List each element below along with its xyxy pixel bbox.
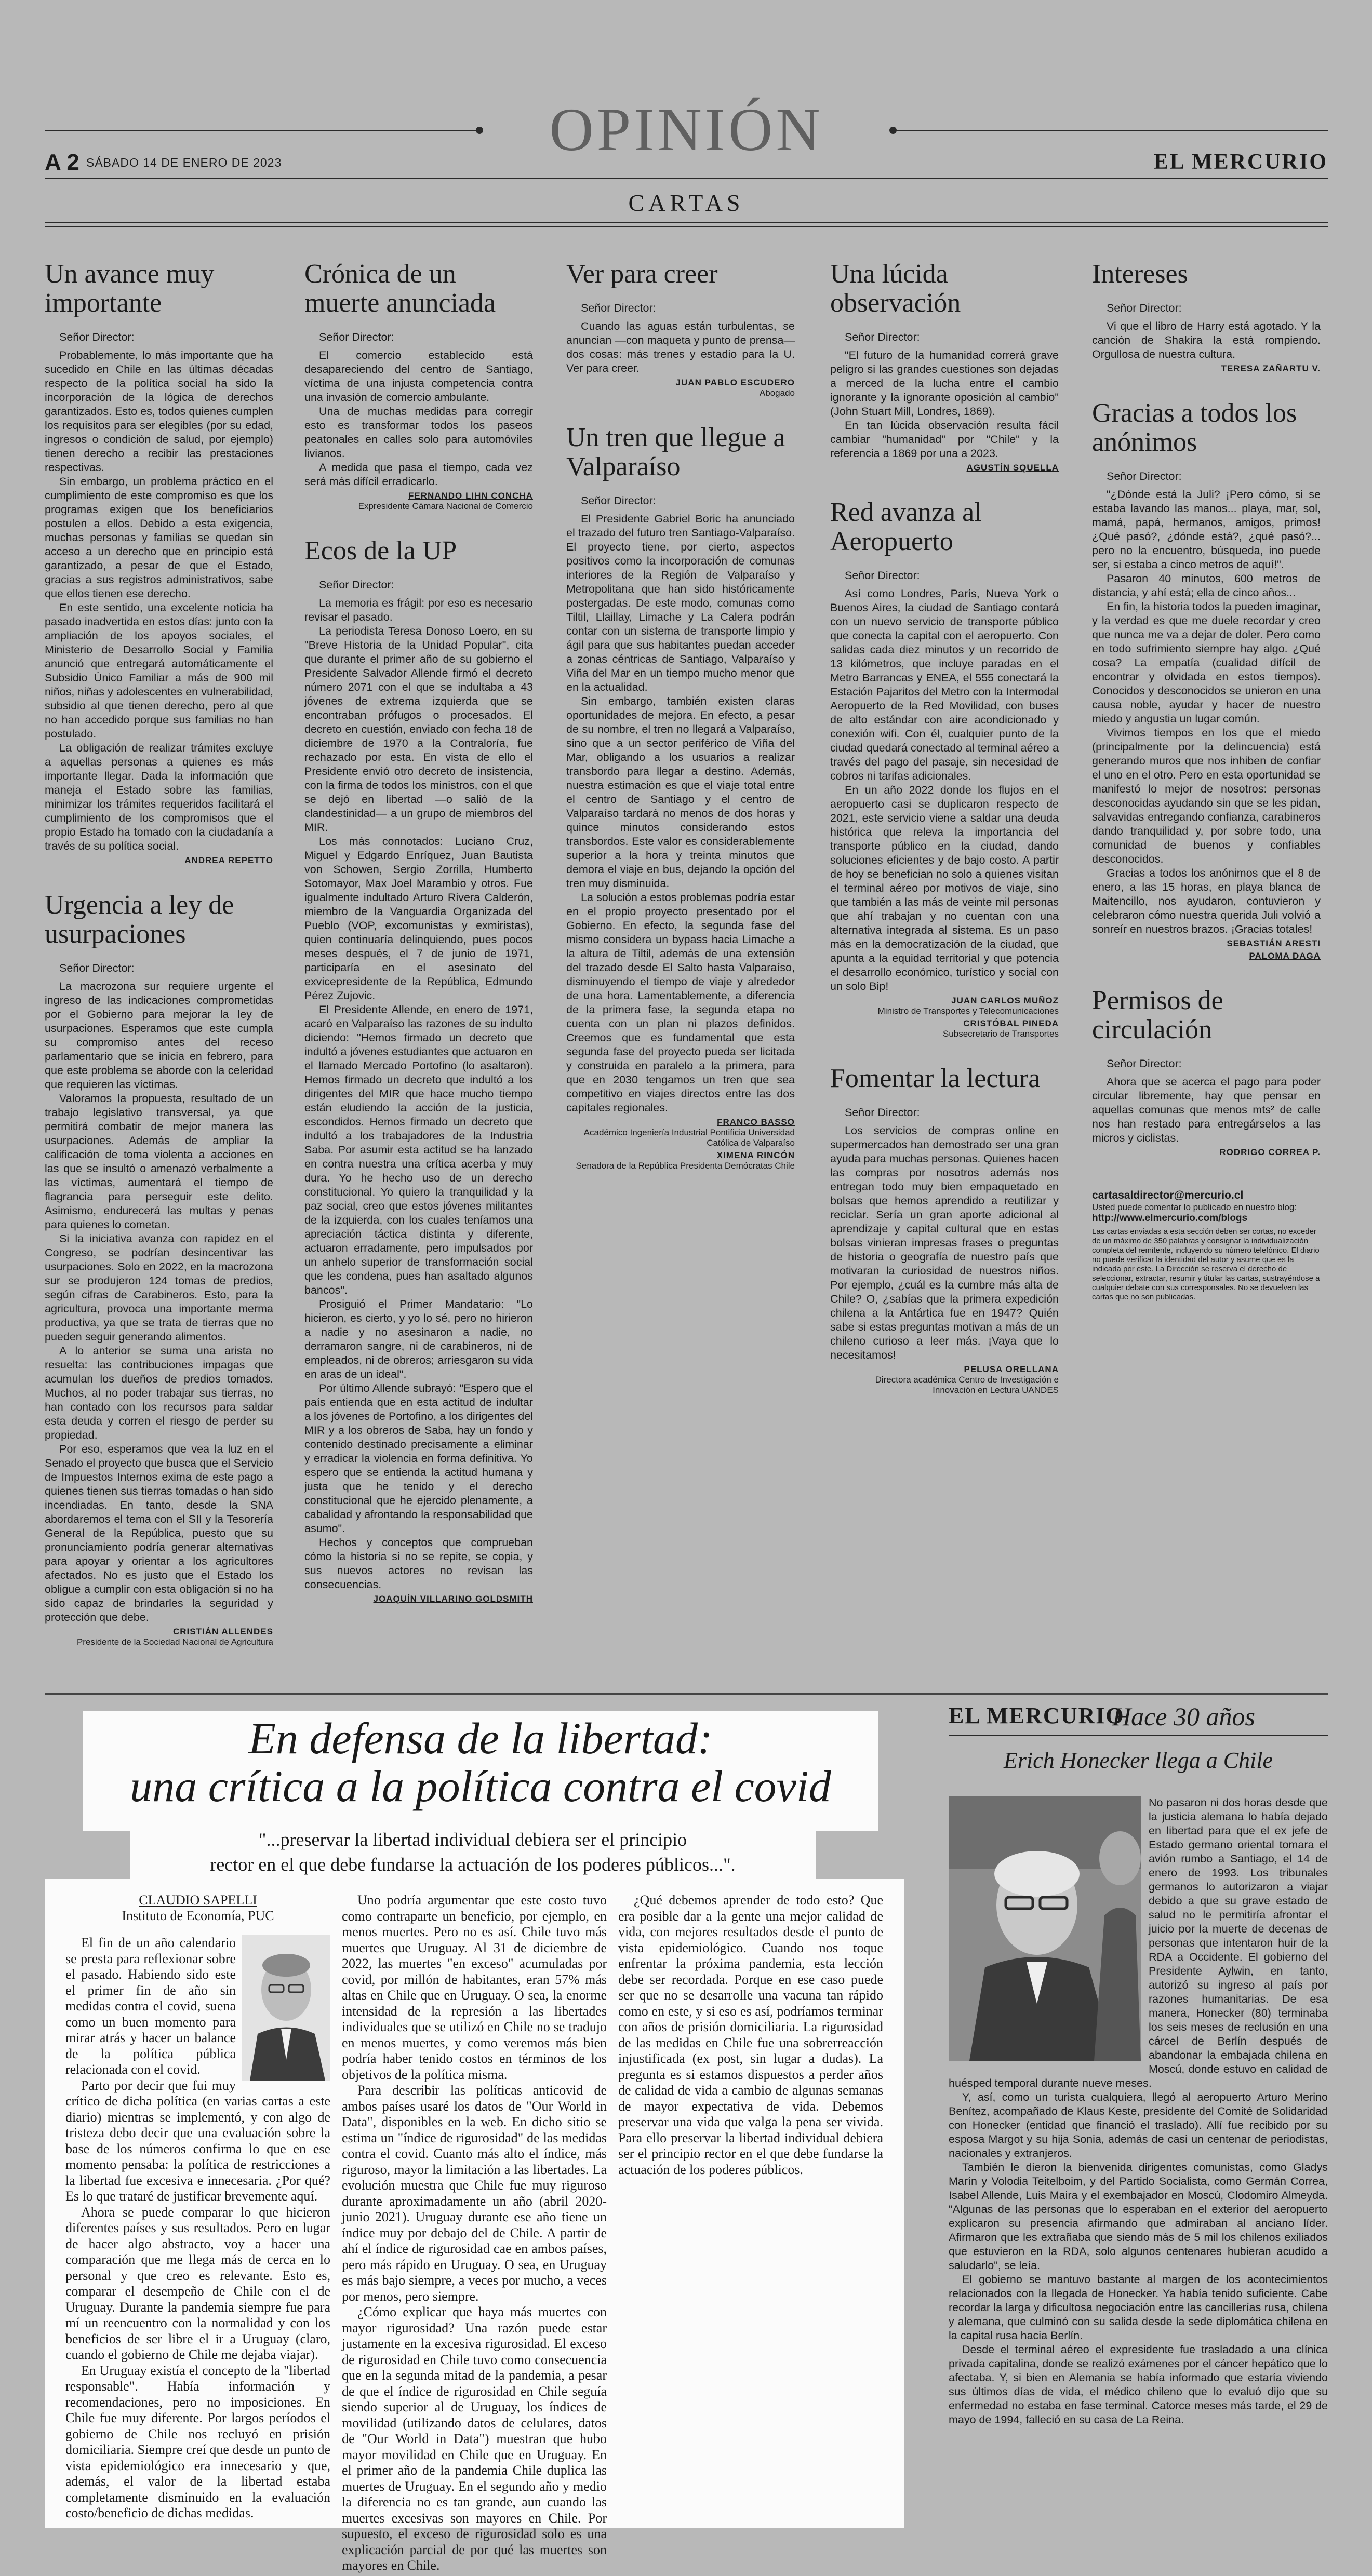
signer-name: XIMENA RINCÓN <box>716 1150 795 1160</box>
byline <box>65 1893 330 1924</box>
contact-box <box>1092 1183 1321 1302</box>
letter-paragraph: Probablemente, lo más importante que ha sucedido en Chile en las últimas décadas respecto de la política social ha sido la incorporación de la lógica de derechos garantizados. Esto es, todos quienes cumplen los requisitos para ser elegibles (por su edad, ingresos o condición de salud, por ejemplo) tienen derecho a recibir las prestaciones respectivas. <box>45 349 273 474</box>
signer-role: Expresidente Cámara Nacional de Comercio <box>358 501 533 511</box>
letter-paragraph: Cuando las aguas están turbulentas, se anuncian —con maqueta y punto de prensa— dos cosas: más trenes y estadio para la U. Ver para creer. <box>566 320 795 374</box>
letter-paragraph: El comercio establecido está desapareciendo del centro de Santiago, víctima de una injusta competencia contra una invasión de comercio ambulante. <box>304 349 533 404</box>
feature-paragraph: Para describir las políticas anticovid de ambos países usaré los datos de "Our World in Data", disponibles en la web. En dicho sitio se estima un "índice de rigurosidad" de las medidas contra el covid. Cuanto más alto el índice, más riguroso, mayor la limitación a las libertades. La evolución muestra que Chile fue muy riguroso durante aproximadamente un año (abril 2020-junio 2021). Uruguay durante ese año tiene un índice muy por debajo del de Chile. A partir de ahí el índice de rigurosidad cae en ambos países, pero más rápido en Uruguay. O sea, en Uruguay es más bajo siempre, a veces por mucho, a veces por menos, pero siempre. <box>342 2083 607 2304</box>
letter-title: Ver para creer <box>566 259 718 289</box>
letter <box>830 1064 1059 1396</box>
letter-paragraph: Sin embargo, también existen claras oportunidades de mejora. En efecto, a pesar de su nombre, el tren no llegará a Valparaíso, sino que a un sector periférico de Viña del Mar, obligando a los usuarios a realizar transbordo para llegar a destino. Además, nuestra estimación es que el viaje total entre el centro de Santiago y el centro de Valparaíso tardará no menos de dos horas y quince minutos considerando estos transbordos. Este valor es considerablemente superior a la hora y treinta minutos que demora el viaje en bus, dejando la opción del tren muy disminuida. <box>566 695 795 890</box>
letter <box>304 260 533 512</box>
letter-signature <box>1092 951 1321 961</box>
letter-paragraph: A lo anterior se suma una arista no resuelta: las contribuciones impagas que acumulan los dueños de predios tomados. Muchos, al no poder trabajar sus tierras, no han contado con los recursos para saldar esta deuda y corren el riesgo de perder su propiedad. <box>45 1345 273 1441</box>
letter-salutation: Señor Director: <box>845 331 920 343</box>
letter-title: Gracias a todos los anónimos <box>1092 398 1297 457</box>
signer-name: PELUSA ORELLANA <box>964 1364 1059 1374</box>
letter-paragraph: "El futuro de la humanidad correrá grave peligro si las grandes cuestiones son dejadas a merced de la lucha entre el cambio ignorante y la ignorante oposición al cambio" (John Stuart Mill, Londres, 1869). <box>830 349 1059 418</box>
newspaper-brand: EL MERCURIO <box>1153 150 1328 174</box>
signer-name: AGUSTÍN SQUELLA <box>966 463 1059 473</box>
letter-salutation: Señor Director: <box>581 494 656 507</box>
masthead-divider <box>45 222 1328 223</box>
section-title: OPINIÓN <box>549 96 823 164</box>
letter <box>1092 260 1321 374</box>
signer-name: TERESA ZAÑARTU V. <box>1221 364 1321 373</box>
hace30-text <box>949 1796 1328 2427</box>
letter-signature <box>45 855 273 866</box>
hace30-header <box>949 1698 1328 1736</box>
letter-signature <box>566 378 795 398</box>
letter-paragraph: Vi que el libro de Harry está agotado. Y la canción de Shakira la está rompiendo. Orgullosa de nuestra cultura. <box>1092 320 1321 360</box>
signer-name: JUAN CARLOS MUÑOZ <box>951 996 1059 1005</box>
letter-signature <box>1092 364 1321 374</box>
feature-paragraph: El fin de un año calendario se presta para reflexionar sobre el pasado. Habiendo sido este el primer fin de año sin medidas contra el covid, suena como un buen momento para mirar atrás y hacer un balance de la política pública relacionada con el covid. <box>65 1935 236 2077</box>
hace30-tag: Hace 30 años <box>1112 1702 1255 1731</box>
pull-quote-line-1: "...preservar la libertad individual debiera ser el principio <box>258 1829 687 1850</box>
feature-paragraph: Ahora se puede comparar lo que hicieron diferentes países y sus resultados. Pero en lugar de hacer algo abstracto, voy a hacer una comparación que me llega más de cerca en lo personal y que creo es relevante. Esto es, comparar el desempeño de Chile con el de Uruguay. Durante la pandemia siempre fue para mí un reencuentro con la normalidad y con los beneficios de ser libre el ir a Uruguay (claro, cuando el gobierno de Chile me dejaba viajar). <box>65 2204 330 2362</box>
letter <box>1092 986 1321 1158</box>
feature-paragraph: En Uruguay existía el concepto de la "libertad responsable". Había información y recomendaciones, pero no imposiciones. En Chile fue muy diferente. Por largos períodos el gobierno de Chile nos recluyó en prisión domiciliaria. Siempre creí que desde un punto de vista epidemiológico era innecesario y que, además, el valor de la libertad estaba completamente disminuido en la evaluación costo/beneficio de dichas medidas. <box>65 2363 330 2520</box>
letter-paragraph: Por último Allende subrayó: "Espero que el país entienda que en esta actitud de indultar a los jóvenes de Portofino, a los dirigentes del MIR y a los obreros de Saba, hay un fondo y contenido destinado precisamente a eliminar y erradicar la violencia en forma definitiva. Yo espero que se entienda la actitud humana y justa que he tenido y el derecho constitucional que he ejercido plenamente, a cabalidad y afrontando la responsabilidad que asumo". <box>304 1382 533 1535</box>
letter-signature <box>830 996 1059 1016</box>
letter-paragraph: En tan lúcida observación resulta fácil cambiar "humanidad" por "Chile" y la referencia a 1869 por una a 2023. <box>830 419 1059 460</box>
letter-salutation: Señor Director: <box>59 331 135 343</box>
letter <box>830 498 1059 1039</box>
author-name: CLAUDIO SAPELLI <box>139 1893 257 1908</box>
letter <box>1092 399 1321 961</box>
signer-role: Subsecretario de Transportes <box>942 1029 1059 1039</box>
letter-paragraph: Valoramos la propuesta, resultado de un trabajo legislativo transversal, ya que permitirá combatir de mejor manera las usurpaciones. Además de ampliar la calificación de toma violenta a acciones en las que se insultó o amenazó verbalmente a las víctimas, aumentará el tiempo de flagrancia para perseguir este delito. Asimismo, endurecerá las multas y penas para quienes lo cometan. <box>45 1092 273 1231</box>
page-date: SÁBADO 14 DE ENERO DE 2023 <box>86 156 282 169</box>
letter-signature <box>304 1594 533 1604</box>
letter <box>45 891 273 1647</box>
letter-paragraph: La macrozona sur requiere urgente el ingreso de las indicaciones comprometidas por el Gobierno para mejorar la ley de usurpaciones. Esperamos que este cumpla su compromiso antes del receso parlamentario que se inicia en febrero, para que este problema se aborde con la celeridad que requieren las víctimas. <box>45 980 273 1091</box>
letter-signature <box>304 491 533 512</box>
letter-paragraph: La solución a estos problemas podría estar en el propio proyecto presentado por el Gobierno. En efecto, la segunda fase del mismo considera un bypass hacia Limache a la altura de Tiltil, además de una extensión del trazado desde El Salto hasta Valparaíso, disminuyendo el tiempo de viaje y alrededor de una hora. Lamentablemente, a diferencia de la primera fase, la segunda etapa no cuenta con un plan ni plazos definidos. Creemos que es fundamental que esta segunda fase del proyecto pueda ser licitada y construida en paralelo a la primera, para que en 2030 tengamos un tren que sea competitivo en viajes directos entre las dos capitales regionales. <box>566 891 795 1114</box>
hace30-paragraph: Desde el terminal aéreo el expresidente fue trasladado a una clínica privada capitalina, donde se realizó exámenes por el cáncer hepático que lo afectaba. Y, si bien en Alemania se había informado que estaría viviendo sus últimos días de vida, el médico chileno que lo evaluó dijo que su enfermedad no estaba en fase terminal. Catorce meses más tarde, el 29 de mayo de 1994, falleció en su casa de La Reina. <box>949 2343 1328 2426</box>
masthead-divider <box>45 178 1328 179</box>
letter-paragraph: Si la iniciativa avanza con rapidez en el Congreso, se podrían desincentivar las usurpaciones. Solo en 2022, en la macrozona sur se produjeron 124 tomas de predios, según cifras de Carabineros. Esto, para la agricultura, provoca una importante merma productiva, ya que se trata de tierras que no pueden seguir generando alimentos. <box>45 1232 273 1343</box>
letter-title: Un tren que llegue a Valparaíso <box>566 423 785 481</box>
blog-note: Usted puede comentar lo publicado en nuestro blog: <box>1092 1202 1297 1212</box>
letter-title: Un avance muy importante <box>45 259 215 318</box>
letter-paragraph: A medida que pasa el tiempo, cada vez será más difícil erradicarlo. <box>304 461 533 488</box>
letter-salutation: Señor Director: <box>845 569 920 582</box>
letter-signature <box>566 1117 795 1148</box>
letter-paragraph: "¿Dónde está la Juli? ¡Pero cómo, si se estaba lavando las manos... playa, mar, sol, mamá, papá, hermanos, amigos, primos! ¿Qué pasó?, ¿dónde está?, ¿qué pasó?... pero no la encuentro, búsqueda, ino puede ser, si estaba a cinco metros de aquí!". <box>1092 488 1321 571</box>
letter <box>566 260 795 398</box>
letter-paragraph: El Presidente Gabriel Boric ha anunciado el trazado del futuro tren Santiago-Valparaíso. El proyecto tiene, por cierto, aspectos positivos como la incorporación de comunas interiores de la Región de Valparaíso y Metropolitana que han sido históricamente postergadas. De este modo, comunas como Tiltil, Llaillay, Limache y La Calera podrán contar con un sistema de transporte limpio y ágil para que sus habitantes puedan acceder a zonas céntricas de Santiago, Valparaíso y Viña del Mar en un tiempo mucho menor que en la actualidad. <box>566 513 795 693</box>
letter-paragraph: La periodista Teresa Donoso Loero, en su "Breve Historia de la Unidad Popular", cita que durante el primer año de su gobierno el Presidente Salvador Allende firmó el decreto número 2071 con el que se indultaba a 43 jóvenes de extrema izquierda que se encontraban prófugos o procesados. El decreto en cuestión, enviado con fecha 18 de diciembre de 1970 a la Contraloría, fue rechazado por esta. En vista de ello el Presidente envió otro decreto de insistencia, con la firma de todos los ministros, con el que se dejó en libertad —o salió de la clandestinidad— a un grupo de miembros del MIR. <box>304 625 533 834</box>
letter-paragraph: La memoria es frágil: por eso es necesario revisar el pasado. <box>304 597 533 623</box>
letter-salutation: Señor Director: <box>581 302 656 314</box>
page-number: A 2 <box>45 150 79 175</box>
letter-paragraph: Así como Londres, París, Nueva York o Buenos Aires, la ciudad de Santiago contará con un nuevo servicio de transporte público que conecta la capital con el aeropuerto. Con salidas cada diez minutos y un recorrido de 13 kilómetros, que incluye paradas en el Metro Barrancas y ENEA, el 555 conectará la Estación Pajaritos del Metro con la Intermodal Aeropuerto de la Red Movilidad, con buses de alto estándar con aire acondicionado y conexión wifi. Con él, cualquier punto de la ciudad quedará conectado al terminal aéreo a través del pago del pasaje, sin necesidad de cobros ni tarifas adicionales. <box>830 587 1059 782</box>
feature-paragraph: Parto por decir que fui muy crítico de dicha política (en varias cartas a este diario) mientras se implementó, y con algo de tristeza debo decir que una evaluación sobre la base de los números confirma lo que en ese momento pensaba: la política de restricciones a la libertad fue excesiva e innecesaria. ¿Por qué? Es lo que trataré de justificar brevemente aquí. <box>65 2077 330 2204</box>
feature-column-3 <box>618 1893 883 2178</box>
letter-salutation: Señor Director: <box>319 331 394 343</box>
letter-title: Urgencia a ley de usurpaciones <box>45 890 234 949</box>
feature-title-line-1: En defensa de la libertad: <box>248 1713 713 1763</box>
signer-name: RODRIGO CORREA P. <box>1219 1147 1321 1157</box>
letter-signature <box>1092 938 1321 949</box>
letter-title: Red avanza al Aeropuerto <box>830 498 982 556</box>
letter-signature <box>830 1018 1059 1039</box>
letter <box>45 260 273 866</box>
hace30-paragraph: También le dieron la bienvenida dirigentes comunistas, como Gladys Marín y Volodia Teitelboim, y del Partido Socialista, como Germán Correa, Isabel Allende, Luis Maira y el exembajador en Moscú, Clodomiro Almeyda. "Algunas de las personas que lo esperaban en el exterior del aeropuerto explicaron su presencia afirmando que admiraban al anciano líder. Afirmaron que les extrañaba que siendo más de 5 mil los chilenos exiliados que estuvieron en la RDA, solo algunos centenares hubieran acudido a saludarlo", se leía. <box>949 2161 1328 2272</box>
letter-salutation: Señor Director: <box>1107 1057 1182 1070</box>
letter-title: Ecos de la UP <box>304 536 457 566</box>
letter-signature <box>566 1150 795 1171</box>
signer-name: CRISTIÁN ALLENDES <box>173 1627 273 1636</box>
signer-name: SEBASTIÁN ARESTI <box>1227 938 1321 948</box>
letter-salutation: Señor Director: <box>1107 470 1182 482</box>
letter-signature <box>1092 1147 1321 1158</box>
letter-paragraph: Ahora que se acerca el pago para poder circular libremente, hay que pensar en aquellas comunas que menos mts² de calle nos han restado para entregárselos a las micros y ciclistas. <box>1092 1076 1321 1144</box>
feature-title-line-2: una crítica a la política contra el covid <box>130 1761 831 1811</box>
feature-body <box>45 1879 904 2573</box>
letter-signature <box>830 463 1059 473</box>
letters-column-3 <box>566 260 795 1196</box>
letter-title: Permisos de circulación <box>1092 986 1223 1044</box>
letter-paragraph: Hechos y conceptos que comprueban cómo la historia si no se repite, se copia, y sus nuevos actores no revisan las consecuencias. <box>304 1536 533 1591</box>
letter <box>566 423 795 1171</box>
letter-title: Fomentar la lectura <box>830 1064 1041 1093</box>
letters-column-5 <box>1092 260 1321 1302</box>
signer-role: Académico Ingeniería Industrial Pontificia Universidad Católica de Valparaíso <box>583 1128 795 1148</box>
signer-role: Ministro de Transportes y Telecomunicaciones <box>877 1006 1059 1016</box>
letter-paragraph: Sin embargo, un problema práctico en el cumplimiento de este compromiso es que los programas exigen que los beneficiarios postulen a ellos. Debido a esta exigencia, muchas personas y familias se quedan sin acceso a un derecho que en principio está garantizado, a pesar de que el Estado, gracias a sus registros administrativos, sabe que ellos tienen ese derecho. <box>45 475 273 600</box>
signer-role: Directora académica Centro de Investigación e Innovación en Lectura UANDES <box>875 1375 1059 1395</box>
letter-paragraph: Los más connotados: Luciano Cruz, Miguel y Edgardo Enríquez, Juan Bautista von Schowen, Sergio Zorrilla, Humberto Sotomayor, Max Joel Marambio y otros. Fue igualmente indultado Arturo Rivera Calderón, miembro de la Vanguardia Organizada del Pueblo (VOP, excomunistas y exmiristas), quien continuaría delinquiendo, pues pocos meses después, el 7 de junio de 1971, participaría en el asesinato del exvicepresidente de la República, Edmundo Pérez Zujovic. <box>304 835 533 1002</box>
letter-paragraph: Prosiguió el Primer Mandatario: "Lo hicieron, es cierto, y yo lo sé, pero no hirieron a nadie y no asesinaron a nadie, no derramaron sangre, ni de carabineros, ni de empleados, ni de obreros; arriesgaron su vida en aras de un ideal". <box>304 1298 533 1380</box>
feature-paragraph: ¿Qué debemos aprender de todo esto? Que era posible dar a la gente una mejor calidad de vida, con mejores resultados desde el punto de vista epidemiológico. Cuando nos toque enfrentar la próxima pandemia, esta lección debe ser recordada. Porque en ese caso puede ser que no se desarrolle una vacuna tan rápido como en este, y si eso es así, podríamos terminar con años de prisión domiciliaria. La rigurosidad de las medidas en Chile fue una sobrerreacción injustificada (ex post, sin lugar a dudas). La pregunta es si estamos dispuestos a perder años de calidad de vida a cambio de algunas semanas de mayor expectativa de vida. Debemos preservar una vida que valga la pena ser vivida. Para ello preservar la libertad individual debiera ser el principio rector en el que debe fundarse la actuación de los poderes públicos. <box>618 1893 883 2177</box>
hace30-paragraph: No pasaron ni dos horas desde que la justicia alemana lo había dejado en libertad para que el ex jefe de Estado germano oriental tomara el avión rumbo a Santiago, el 14 de enero de 1993. Los tribunales germanos lo autorizaron a viajar debido a que su grave estado de salud no le permitiría afrontar el juicio por la muerte de decenas de personas que intentaron huir de la RDA a Occidente. El gobierno del Presidente Aylwin, en tanto, autorizó su ingreso al país por razones humanitarias. De esa manera, Honecker (80) terminaba los seis meses de reclusión en una cárcel de Berlín después de abandonar la embajada chilena en Moscú, donde estuvo en calidad de huésped temporal durante nueve meses. <box>949 1796 1328 2089</box>
letter-title: Crónica de un muerte anunciada <box>304 259 496 318</box>
signer-name: JUAN PABLO ESCUDERO <box>675 378 795 387</box>
masthead <box>45 93 1328 234</box>
letter-paragraph: Los servicios de compras online en supermercados han demostrado ser una gran ayuda para muchas personas. Quienes hacen las compras por nosotros además nos entregan todo muy bien empaquetado en bolsas que hemos aprendido a reutilizar y reciclar. Sería un gran aporte adicional al aprendizaje y capital cultural que en estas bolsas vinieran impresas frases o preguntas de historia o geografía de nuestro país que motivaran la curiosidad de nuestros niños. Por ejemplo, ¿cuál es la cumbre más alta de Chile? O, ¿sabías que la primera expedición chilena a la Antártica fue en 1947? Quién sabe si estas preguntas motivan a más de un chileno curioso a leer más. ¡Vaya que lo necesitamos! <box>830 1124 1059 1361</box>
feature-paragraph: Uno podría argumentar que este costo tuvo como contraparte un beneficio, por ejemplo, en menos muertes. Pero no es así. Chile tuvo más muertes que Uruguay. Al 31 de diciembre de 2022, las muertes "en exceso" acumuladas por covid, por millón de habitantes, eran 57% más altas en Chile que en Uruguay. O sea, la enorme intensidad de la represión a las libertades individuales que se utilizó en Chile no se tradujo en menos muertes, y como veremos más bien podría haber tenido costos en términos de los objetivos de la política misma. <box>342 1893 607 2082</box>
letters-column-4 <box>830 260 1059 1420</box>
letter-salutation: Señor Director: <box>59 962 135 974</box>
letter-paragraph: Por eso, esperamos que vea la luz en el Senado el proyecto que busca que el Servicio de Impuestos Internos exima de este pago a quienes tienen sus tierras tomadas o han sido incendiadas. En tanto, desde la SNA abordaremos el tema con el SII y la Tesorería General de la República, puesto que su pronunciamiento podría generar alternativas para apoyar y orientar a los agricultores afectados. No es justo que el Estado los obligue a cumplir con esta obligación si no ha sido capaz de brindarles la seguridad y protección que debe. <box>45 1443 273 1624</box>
section-divider <box>45 1693 1328 1695</box>
letter-paragraph: Pasaron 40 minutos, 600 metros de distancia, y ahí está; ella de cinco años... <box>1092 572 1321 599</box>
fine-print: Las cartas enviadas a esta sección deben ser cortas, no exceder de un máximo de 350 palabras y consignar la individualización completa del remitente, incluyendo su número telefónico. El diario no puede verificar la identidad del autor y asume que es la indicada por este. La Dirección se reserva el derecho de seleccionar, extractar, resumir y titular las cartas, sustrayéndose a cualquier debate con sus corresponsales. No se devuelven las cartas que no son publicadas. <box>1092 1227 1320 1302</box>
letter-title: Una lúcida observación <box>830 259 961 318</box>
letter-paragraph: La obligación de realizar trámites excluye a aquellas personas a quienes es más importante llegar. Dada la información que maneja el Estado sobre las familias, minimizar los trámites requeridos facilitará el cumplimiento de los compromisos que el propio Estado ha tomado con la ciudadanía a través de su política social. <box>45 742 273 852</box>
signer-role: Abogado <box>759 388 795 398</box>
letter-signature <box>45 1627 273 1647</box>
author-affiliation: Instituto de Economía, PUC <box>122 1908 274 1923</box>
subsection-title: CARTAS <box>628 190 744 216</box>
signer-name: PALOMA DAGA <box>1249 951 1321 961</box>
letters-column-1 <box>45 260 273 1672</box>
letter-paragraph: En un año 2022 donde los flujos en el aeropuerto casi se duplicaron respecto de 2021, este servicio viene a saldar una deuda histórica que releva la importancia del transporte público en la ciudad, dando soluciones eficientes y de bajo costo. A partir de hoy se benefician no solo a quienes visitan el terminal aéreo por motivos de viaje, sino que también a las más de veinte mil personas que ahí trabajan y no cuentan con una alternativa integrada al sistema. Es un paso más en la democratización de la ciudad, que apunta a la equidad territorial y que potencia el desarrollo económico, turístico y social con un solo Bip! <box>830 784 1059 992</box>
pull-quote-line-2: rector en el que debe fundarse la actuación de los poderes públicos...". <box>210 1854 736 1875</box>
letter-paragraph: En fin, la historia todos la pueden imaginar, y la verdad es que me duele recordar y creo que nunca me va a dejar de doler. Pero como en todo sufrimiento siempre hay algo. ¿Qué cosa? La empatía (cualidad difícil de encontrar y olvidada en estos tiempos). Conocidos y desconocidos se unieron en una causa noble, ayudar y hacer de nuestro miedo y angustia un lugar común. <box>1092 600 1321 725</box>
feature-header <box>83 1711 878 1831</box>
hace30-paragraph: El gobierno se mantuvo bastante al margen de los acontecimientos relacionados con la llegada de Honecker. Ya había tenido suficiente. Cabe recordar la larga y dificultosa negociación entre las cancillerías rusa, chilena y alemana, que culminó con su salida desde la sede diplomática chilena en la capital rusa hacia Berlín. <box>949 2273 1328 2342</box>
letter-paragraph: Gracias a todos los anónimos que el 8 de enero, a las 15 horas, en playa blanca de Maitencillo, nos ayudaron, contuvieron y celebraron cómo nuestra querida Juli volvió a sonreír en nuestros brazos. ¡Gracias totales! <box>1092 867 1321 935</box>
letter-paragraph: El Presidente Allende, en enero de 1971, acaró en Valparaíso las razones de su indulto diciendo: "Hemos firmado un decreto que indultó a jóvenes estudiantes que actuaron en el llamado Mercado Portofino (lo asaltaron). Hemos firmado un decreto que indultó a los dirigentes del MIR que hace mucho tiempo están eludiendo la acción de la justicia, escondidos. Hemos firmado un decreto que indultó a los trabajadores de la Industria Saba. Por asumir esta actitud se ha lanzado en contra nuestra una crítica acerba y muy dura. Yo he hecho uso de un derecho constitucional. Yo quiero la tranquilidad y la paz social, creo que estos jóvenes militantes de la izquierda, con los cuales teníamos una apreciación táctica distinta y diferente, actuaron erradamente, pero impulsados por un anhelo superior de transformación social que les condena, pues han asaltado algunos bancos". <box>304 1003 533 1296</box>
hace30-brand: EL MERCURIO <box>949 1703 1125 1728</box>
letter-salutation: Señor Director: <box>1107 302 1182 314</box>
feature-title <box>83 1714 878 1810</box>
signer-name: CRISTÓBAL PINEDA <box>963 1018 1059 1028</box>
letter-paragraph: En este sentido, una excelente noticia ha pasado inadvertida en estos días: junto con la ampliación de los apoyos sociales, el Ministerio de Desarrollo Social y Familia anunció que entregará automáticamente el Subsidio Único Familiar a más de 900 mil niños, niñas y adolescentes en vulnerabilidad, subsidio al que tienen derecho, pero al que no han accedido porque sus familias no han postulado. <box>45 601 273 740</box>
feature-paragraph: ¿Cómo explicar que haya más muertes con mayor rigurosidad? Una razón puede estar justamente en la excesiva rigurosidad. El exceso de rigurosidad en Chile tuvo como consecuencia que en la segunda mitad de la pandemia, a pesar de que el índice de rigurosidad en Chile seguía siendo superior al de Uruguay, los índices de movilidad (utilizando datos de celulares, datos de "Our World in Data") muestran que hubo mayor movilidad en Chile que en Uruguay. En el primer año de la pandemia Chile duplica las muertes de Uruguay. En el segundo año y medio la diferencia no es tan grande, aun cuando las muertes excesivas son mayores en Chile. Por supuesto, el exceso de rigurosidad solo es una explicación parcial de por qué las muertes son mayores en Chile. <box>342 2304 607 2573</box>
blog-url: http://www.elmercurio.com/blogs <box>1092 1213 1248 1224</box>
letter <box>830 260 1059 473</box>
letter-signature <box>830 1364 1059 1396</box>
feature-pull-quote <box>130 1827 816 1879</box>
letters-column-2 <box>304 260 533 1629</box>
hace30-paragraph: Y, así, como un turista cualquiera, llegó al aeropuerto Arturo Merino Benítez, acompañado de Klaus Keste, presidente del Comité de Solidaridad con Honecker (entidad que financió el traslado). Allí fue recibido por su esposa Margot y su hija Sonia, además de casi un centenar de periodistas, nacionales y extranjeros. <box>949 2091 1328 2159</box>
letter-paragraph: Vivimos tiempos en los que el miedo (principalmente por la delincuencia) está generando muros que nos inhiben de confiar el uno en el otro. Pero en esta oportunidad se manifestó lo mejor de nosotros: personas desconocidas ayudando sin que se les pidan, salvavidas entregando confianza, carabineros dando tranquilidad y, por sobre todo, una comunidad de buenos y confiables desconocidos. <box>1092 727 1321 865</box>
feature-column-2 <box>342 1893 607 2574</box>
letter-salutation: Señor Director: <box>845 1106 920 1119</box>
contact-email: cartasaldirector@mercurio.cl <box>1092 1189 1244 1201</box>
letter <box>304 536 533 1604</box>
feature-column-1 <box>65 1893 330 2521</box>
signer-role: Senadora de la República Presidenta Demócratas Chile <box>576 1161 795 1171</box>
letter-title: Intereses <box>1092 259 1188 289</box>
signer-name: FRANCO BASSO <box>717 1117 795 1127</box>
signer-role: Presidente de la Sociedad Nacional de Agricultura <box>76 1637 273 1647</box>
hace30-title: Erich Honecker llega a Chile <box>1003 1748 1273 1773</box>
signer-name: FERNANDO LIHN CONCHA <box>408 491 533 501</box>
author-portrait <box>242 1935 330 2081</box>
masthead-divider <box>45 226 1328 227</box>
signer-name: JOAQUÍN VILLARINO GOLDSMITH <box>373 1594 533 1604</box>
signer-name: ANDREA REPETTO <box>184 855 273 865</box>
letter-salutation: Señor Director: <box>319 579 394 591</box>
letter-paragraph: Una de muchas medidas para corregir esto es transformar todos los paseos peatonales en calles solo para automóviles livianos. <box>304 405 533 460</box>
